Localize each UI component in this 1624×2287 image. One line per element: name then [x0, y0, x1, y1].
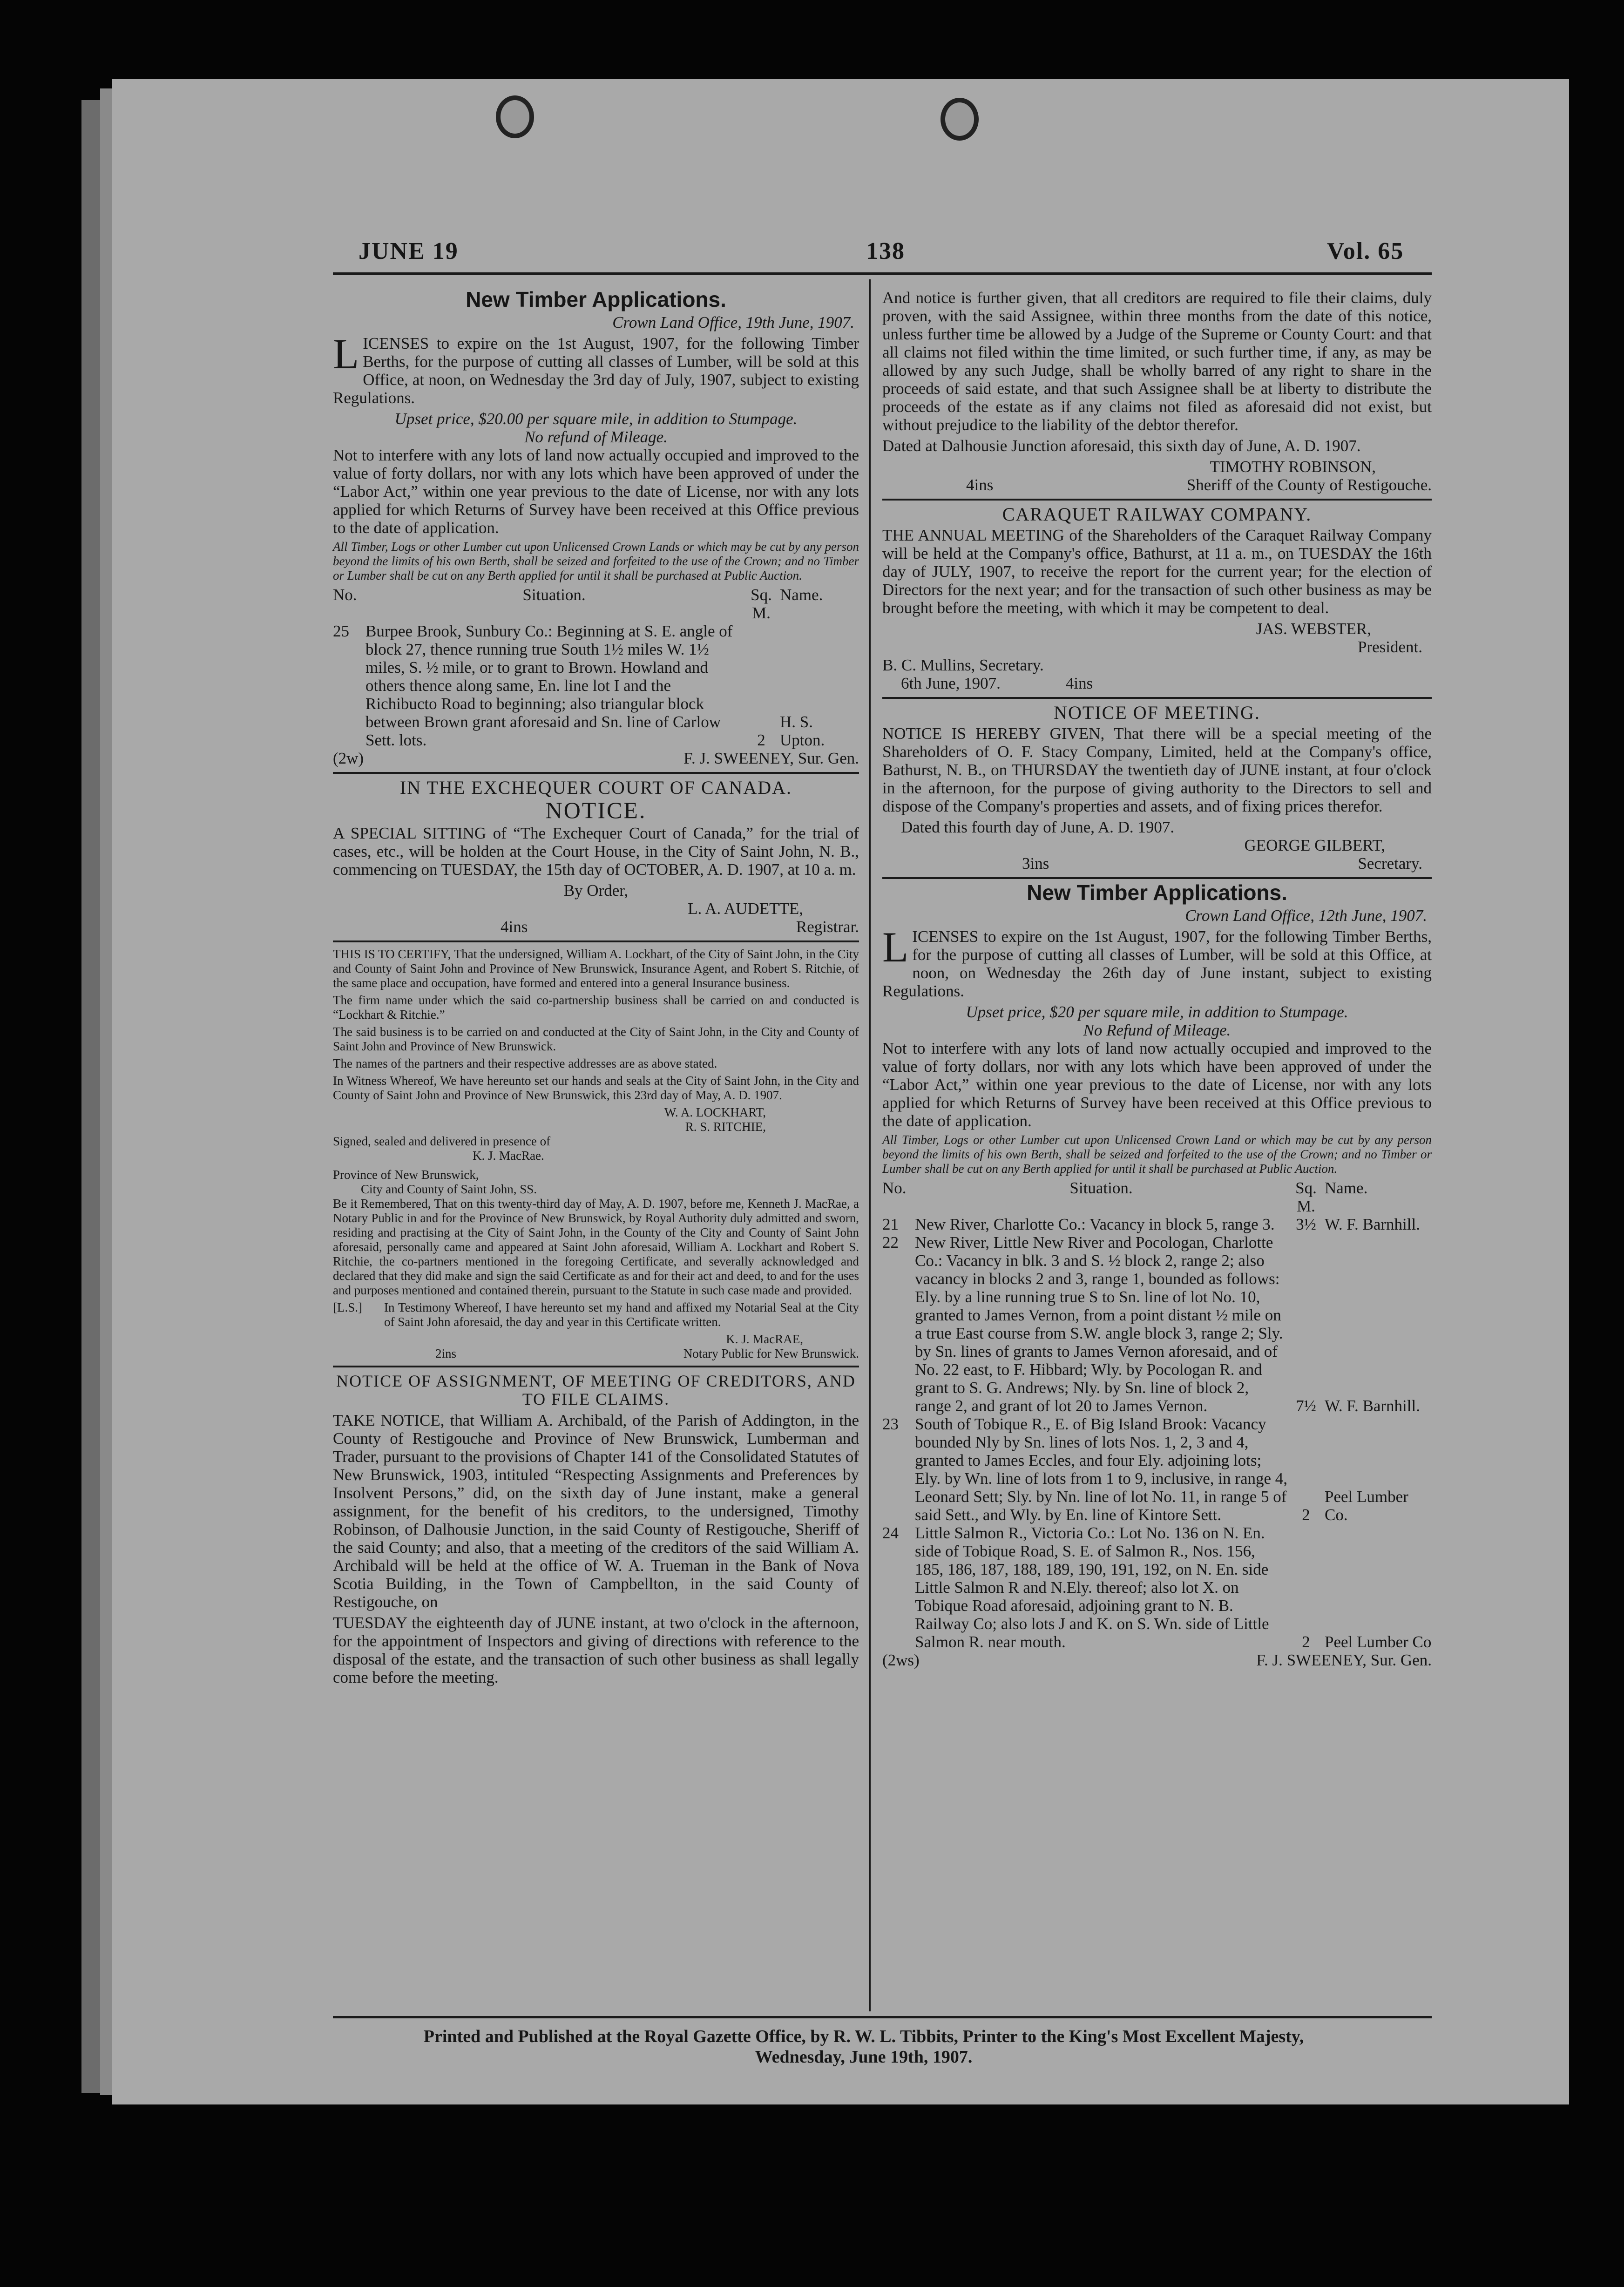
timber-notice-right [882, 880, 1432, 1669]
entry-name: H. S. Upton. [780, 713, 825, 749]
paragraph: Be it Remembered, That on this twenty-third day of May, A. D. 1907, before me, Kenneth J. MacRae, a Notary Public in and for the Province of New Brunswick, by Royal Authority duly admitted and sworn, residing and practising at the City of Saint John, in the County of the City and County of Saint John aforesaid, personally came and appeared at Saint John aforesaid, William A. Lockhart and Robert S. Ritchie, the co-partners mentioned in the foregoing Certificate, and severally acknowledged and declared that they did make and sign the said Certificate as and for their act and deed, to and for the uses and purposes mentioned and contained therein, pursuant to the Statute in such case made and provided. [333, 1197, 859, 1297]
col-no: No. [333, 586, 357, 604]
paragraph: In Testimony Whereof, I have hereunto set my hand and affixed my Notarial Seal at the City of Saint John aforesaid, the day and year in this Certificate written. [384, 1300, 859, 1329]
entry-sqm: 2 [757, 731, 765, 749]
insertions: 3ins [1022, 854, 1049, 873]
signer: TIMOTHY ROBINSON, [1210, 458, 1376, 476]
paragraph: And notice is further given, that all creditors are required to file their claims, duly proven, with the said Assignee, within three months from the date of this notice, unless further time be allowed by a Judge of the Supreme or County Court: and that all claims not filed within the time limited, or such further time, if any, as may be allowed by any such Judge, shall be wholly barred of any right to share in the proceeds of said estate, and that such Assignee shall be at liberty to distribute the proceeds of the estate as if any claims not filed as aforesaid did not exist, but without prejudice to the liability of the debtor therefor. [882, 289, 1432, 434]
paragraph: TUESDAY the eighteenth day of JUNE instant, at two o'clock in the afternoon, for the appointment of Inspectors and giving of directions with reference to the disposal of the estate, and the transaction of such other business as shall legally come before the meeting. [333, 1614, 859, 1686]
signature-line [333, 749, 859, 767]
entry-no: 25 [333, 622, 349, 640]
presence: Signed, sealed and delivered in presence of [333, 1134, 551, 1148]
left-column [333, 289, 859, 1689]
signer: JAS. WEBSTER, [1256, 620, 1371, 638]
notice-intro: LICENSES to expire on the 1st August, 1907, for the following Timber Berths, for the purpose of cutting all classes of Lumber, will be sold at this Office, at noon, on Wednesday the 26th day of June instant, subject to existing Regulations. [882, 923, 1432, 1000]
divider [882, 877, 1432, 879]
role: Registrar. [796, 918, 859, 936]
mileage-note: No refund of Mileage. [524, 428, 668, 446]
insertions: 4ins [501, 918, 528, 936]
exchequer-notice [333, 778, 859, 936]
paragraph: The firm name under which the said co-partnership business shall be carried on and conducted is “Lockhart & Ritchie.” [333, 993, 859, 1022]
entry-situation: South of Tobique R., E. of Big Island Brook: Vacancy bounded Nly by Sn. lines of lots Nos. 1, 2, 3 and 4, granted to James Eccles, and four Ely. adjoining lots; Ely. by Wn. line of lots from 1 to 9, inclusive, in range 4, Leonard Sett; Sly. by Nn. line of lot No. 11, in range 5 of said Sett., and Wly. by En. line of Kintore Sett. [915, 1415, 1288, 1524]
notice-body: NOTICE IS HEREBY GIVEN, That there will be a special meeting of the Shareholders of O. F. Stacy Company, Limited, held at the Company's office, Bathurst, N. B., on THURSDAY the twentieth day of JUNE instant, at four o'clock in the afternoon, for the purpose of giving authority to the Directors to sell and dispose of the Company's properties and assets, and of fixing prices therefor. [882, 724, 1432, 815]
conditions: Not to interfere with any lots of land now actually occupied and improved to the value of forty dollars, nor with any lots which have been approved of under the “Labor Act,” within one year previous to the date of License, nor with any lots applied for which Returns of Survey have been received at this Office previous to the date of application. [333, 446, 859, 537]
entry-name: W. F. Barnhill. [1325, 1397, 1420, 1415]
dateline: Crown Land Office, 19th June, 1907. [612, 313, 854, 332]
paragraph: The said business is to be carried on and conducted at the City of Saint John, in the City and County of Saint John and Province of New Brunswick. [333, 1025, 859, 1053]
col-no: No. [882, 1179, 907, 1197]
signer: R. S. RITCHIE, [685, 1120, 766, 1134]
province: Province of New Brunswick, [333, 1168, 479, 1182]
entry-no: 24 [882, 1524, 899, 1542]
entry-name: Peel Lumber Co. [1325, 1488, 1408, 1524]
divider [333, 772, 859, 774]
secretary: B. C. Mullins, Secretary. [882, 656, 1044, 674]
notice-intro: LICENSES to expire on the 1st August, 1907, for the following Timber Berths, for the purpose of cutting all classes of Lumber, will be sold at this Office, at noon, on Wednesday the 3rd day of July, 1907, subject to existing Regulations. [333, 330, 859, 407]
col-situation: Situation. [1069, 1179, 1133, 1197]
entry-no: 21 [882, 1215, 899, 1233]
mileage-note: No Refund of Mileage. [1083, 1021, 1231, 1039]
imprint [289, 2026, 1439, 2067]
court-heading: IN THE EXCHEQUER COURT OF CANADA. [399, 777, 792, 798]
timber-notice-left [333, 287, 859, 767]
col-name: Name. [1325, 1179, 1368, 1197]
col-name: Name. [780, 586, 823, 604]
imprint-date: Wednesday, June 19th, 1907. [755, 2047, 973, 2067]
header-rule [333, 272, 1432, 275]
col-sqm: Sq. M. [1295, 1179, 1317, 1215]
entry-sqm: 2 [1302, 1506, 1310, 1524]
paragraph: Dated at Dalhousie Junction aforesaid, this sixth day of June, A. D. 1907. [882, 437, 1361, 455]
entry-sqm: 3½ [1296, 1215, 1316, 1233]
signature-line [882, 854, 1432, 873]
table-header [882, 1179, 1432, 1215]
issue-date: JUNE 19 [359, 238, 459, 264]
divider [882, 697, 1432, 699]
role: Notary Public for New Brunswick. [683, 1346, 859, 1360]
divider [882, 499, 1432, 501]
column-rule [869, 279, 871, 2011]
role: Sheriff of the County of Restigouche. [1186, 476, 1432, 494]
role: Secretary. [1358, 854, 1422, 873]
col-situation: Situation. [522, 586, 586, 604]
certify-notice [333, 947, 859, 1361]
signer: K. J. MacRAE, [726, 1332, 803, 1346]
role: President. [1357, 638, 1422, 656]
seal: [L.S.] [333, 1300, 362, 1314]
entry-situation: New River, Little New River and Pocologan, Charlotte Co.: Vacancy in blk. 3 and S. ½ block 2, range 2; also vacancy in blocks 2 and 3, range 1, bounded as follows: Ely. by a line running true S to Sn. line of lot No. 10, granted to James Vernon, from a point distant ½ mile on a true East course from S.W. angle block 3, range 2; Sly. by Sn. lines of grants to James Vernon aforesaid, and of No. 22 east, to F. Hibbard; Wly. by Pocologan R. and grant to S. G. Andrews; Nly. by Sn. line of block 2, range 2, and grant of lot 20 to James Vernon. [915, 1233, 1283, 1415]
entry-name: Peel Lumber Co [1325, 1633, 1432, 1651]
page-number: 138 [866, 238, 905, 264]
notice-heading: NOTICE OF MEETING. [1054, 702, 1260, 723]
entry-no: 23 [882, 1415, 899, 1433]
entry-situation: Little Salmon R., Victoria Co.: Lot No. 136 on N. En. side of Tobique Road, S. E. of Salmon R., Nos. 156, 185, 186, 187, 188, 189, 190, 191, 192, on N. En. side Little Salmon R and N.Ely. thereof; also lot X. on Tobique Road aforesaid, adjoining grant to N. B. Railway Co; also lots J and K. on S. Wn. side of Little Salmon R. near mouth. [915, 1524, 1269, 1651]
notice-heading: NOTICE OF ASSIGNMENT, OF MEETING OF CREDITORS, AND TO FILE CLAIMS. [336, 1372, 856, 1408]
signature-line [882, 1651, 1432, 1669]
signer: F. J. SWEENEY, Sur. Gen. [683, 749, 859, 767]
volume: Vol. 65 [1327, 238, 1404, 264]
paragraph: TAKE NOTICE, that William A. Archibald, of the Parish of Addington, in the County of Restigouche and Province of New Brunswick, Lumberman and Trader, pursuant to the provisions of Chapter 141 of the Consolidated Statutes of New Brunswick, 1903, intituled “Respecting Assignments and Preferences by Insolvent Persons,” did, on the sixth day of June instant, make a general assignment, for the benefit of his creditors, to the undersigned, Timothy Robinson, of Dalhousie Junction, in the said County of Restigouche, Sheriff of the said County; and also, that a meeting of the creditors of the said William A. Archibald will be held at the office of W. A. Trueman in the Bank of Nova Scotia Building, in the Town of Campbellton, in the said County of Restigouche, on [333, 1411, 859, 1611]
entry-sqm: 7½ [1296, 1397, 1316, 1415]
signer: W. A. LOCKHART, [664, 1105, 766, 1119]
signature-line [882, 476, 1432, 494]
insertions: 4ins [966, 476, 994, 494]
divider [333, 1366, 859, 1367]
signature-line [333, 918, 859, 936]
city: City and County of Saint John, SS. [361, 1182, 537, 1196]
signature-line [333, 1346, 859, 1361]
right-column [882, 289, 1432, 1669]
table-row [882, 1524, 1432, 1651]
paragraph: In Witness Whereof, We have hereunto set our hands and seals at the City of Saint John, in the City and County of Saint John and Province of New Brunswick, this 23rd day of May, A. D. 1907. [333, 1074, 859, 1102]
paragraph: The names of the partners and their respective addresses are as above stated. [333, 1056, 717, 1070]
col-sqm: Sq. M. [751, 586, 772, 622]
weeks: (2ws) [882, 1651, 920, 1669]
imprint-line: Printed and Published at the Royal Gazette Office, by R. W. L. Tibbits, Printer to the King's Most Excellent Majesty, [423, 2027, 1304, 2046]
entry-no: 22 [882, 1233, 899, 1252]
dateline: Crown Land Office, 12th June, 1907. [1185, 907, 1427, 925]
insertions: 4ins [1065, 674, 1093, 692]
upset-price: Upset price, $20.00 per square mile, in addition to Stumpage. [394, 410, 798, 428]
notice-heading: NOTICE. [545, 797, 647, 823]
witness: K. J. MacRae. [473, 1149, 544, 1163]
date-line [882, 674, 1432, 692]
entry-situation: Burpee Brook, Sunbury Co.: Beginning at S. E. angle of block 27, thence running true South 1½ miles W. 1½ miles, S. ½ mile, or to grant to Brown. Howland and others thence along same, En. line lot I and the Richibucto Road to beginning; also triangular block between Brown grant aforesaid and Sn. line of Carlow Sett. lots. [365, 622, 733, 749]
signer: L. A. AUDETTE, [688, 900, 803, 918]
meeting-notice [882, 704, 1432, 873]
punch-hole [941, 98, 979, 141]
weeks: (2w) [333, 749, 364, 767]
table-row [882, 1215, 1432, 1233]
conditions: Not to interfere with any lots of land now actually occupied and improved to the value of forty dollars, nor with any lots which have been approved of under the “Labor Act,” within one year previous to the date of License, nor with any lots applied for which Returns of Survey have been received at this Office previous to the date of application. [882, 1039, 1432, 1130]
paragraph: THIS IS TO CERTIFY, That the undersigned, William A. Lockhart, of the City of Saint John, in the City and County of Saint John and Province of New Brunswick, Insurance Agent, and Robert S. Ritchie, of the same place and occupation, have formed and entered into a general Insurance business. [333, 947, 859, 990]
caraquet-notice [882, 505, 1432, 692]
assignment-continued [882, 289, 1432, 494]
fine-print: All Timber, Logs or other Lumber cut upon Unlicensed Crown Land or which may be cut by any person beyond the limits of his own Berth, shall be seized and forfeited to the use of the Crown; and no Timber or Lumber shall be cut on any Berth applied for until it shall be purchased at Public Auction. [882, 1133, 1432, 1176]
date: 6th June, 1907. [901, 674, 1001, 692]
notice-heading: CARAQUET RAILWAY COMPANY. [1002, 504, 1312, 525]
entry-situation: New River, Charlotte Co.: Vacancy in block 5, range 3. [915, 1215, 1275, 1233]
notice-title: New Timber Applications. [466, 287, 726, 311]
table-row [882, 1415, 1432, 1524]
divider [333, 941, 859, 942]
signer: GEORGE GILBERT, [1244, 836, 1385, 854]
footer-rule [333, 2016, 1432, 2018]
insertions: 2ins [435, 1346, 457, 1360]
punch-hole [496, 95, 534, 138]
entry-sqm: 2 [1302, 1633, 1310, 1651]
assignment-notice [333, 1372, 859, 1686]
upset-price: Upset price, $20 per square mile, in addition to Stumpage. [966, 1003, 1348, 1021]
by-order: By Order, [563, 881, 629, 900]
signer: F. J. SWEENEY, Sur. Gen. [1256, 1651, 1432, 1669]
table-row [882, 1233, 1432, 1415]
entry-name: W. F. Barnhill. [1325, 1215, 1420, 1233]
table-row [333, 622, 859, 749]
table-header [333, 586, 859, 622]
notice-body: A SPECIAL SITTING of “The Exchequer Court of Canada,” for the trial of cases, etc., will be holden at the Court House, in the City of Saint John, N. B., commencing on TUESDAY, the 15th day of OCTOBER, A. D. 1907, at 10 a. m. [333, 824, 859, 879]
dated: Dated this fourth day of June, A. D. 1907. [901, 818, 1175, 836]
notice-title: New Timber Applications. [1027, 880, 1287, 905]
fine-print: All Timber, Logs or other Lumber cut upon Unlicensed Crown Lands or which may be cut by any person beyond the limits of his own Berth, shall be seized and forfeited to the use of the Crown; and no Timber or Lumber shall be cut on any Berth applied for until it shall be purchased at Public Auction. [333, 540, 859, 582]
notice-body: THE ANNUAL MEETING of the Shareholders of the Caraquet Railway Company will be held at the Company's office, Bathurst, at 11 a. m., on TUESDAY the 16th day of JULY, 1907, to receive the report for the current year; for the election of Directors for the next year; and for the transaction of such other business as may be brought before the meeting, with which it may be competent to deal. [882, 526, 1432, 617]
testimony [333, 1300, 859, 1332]
